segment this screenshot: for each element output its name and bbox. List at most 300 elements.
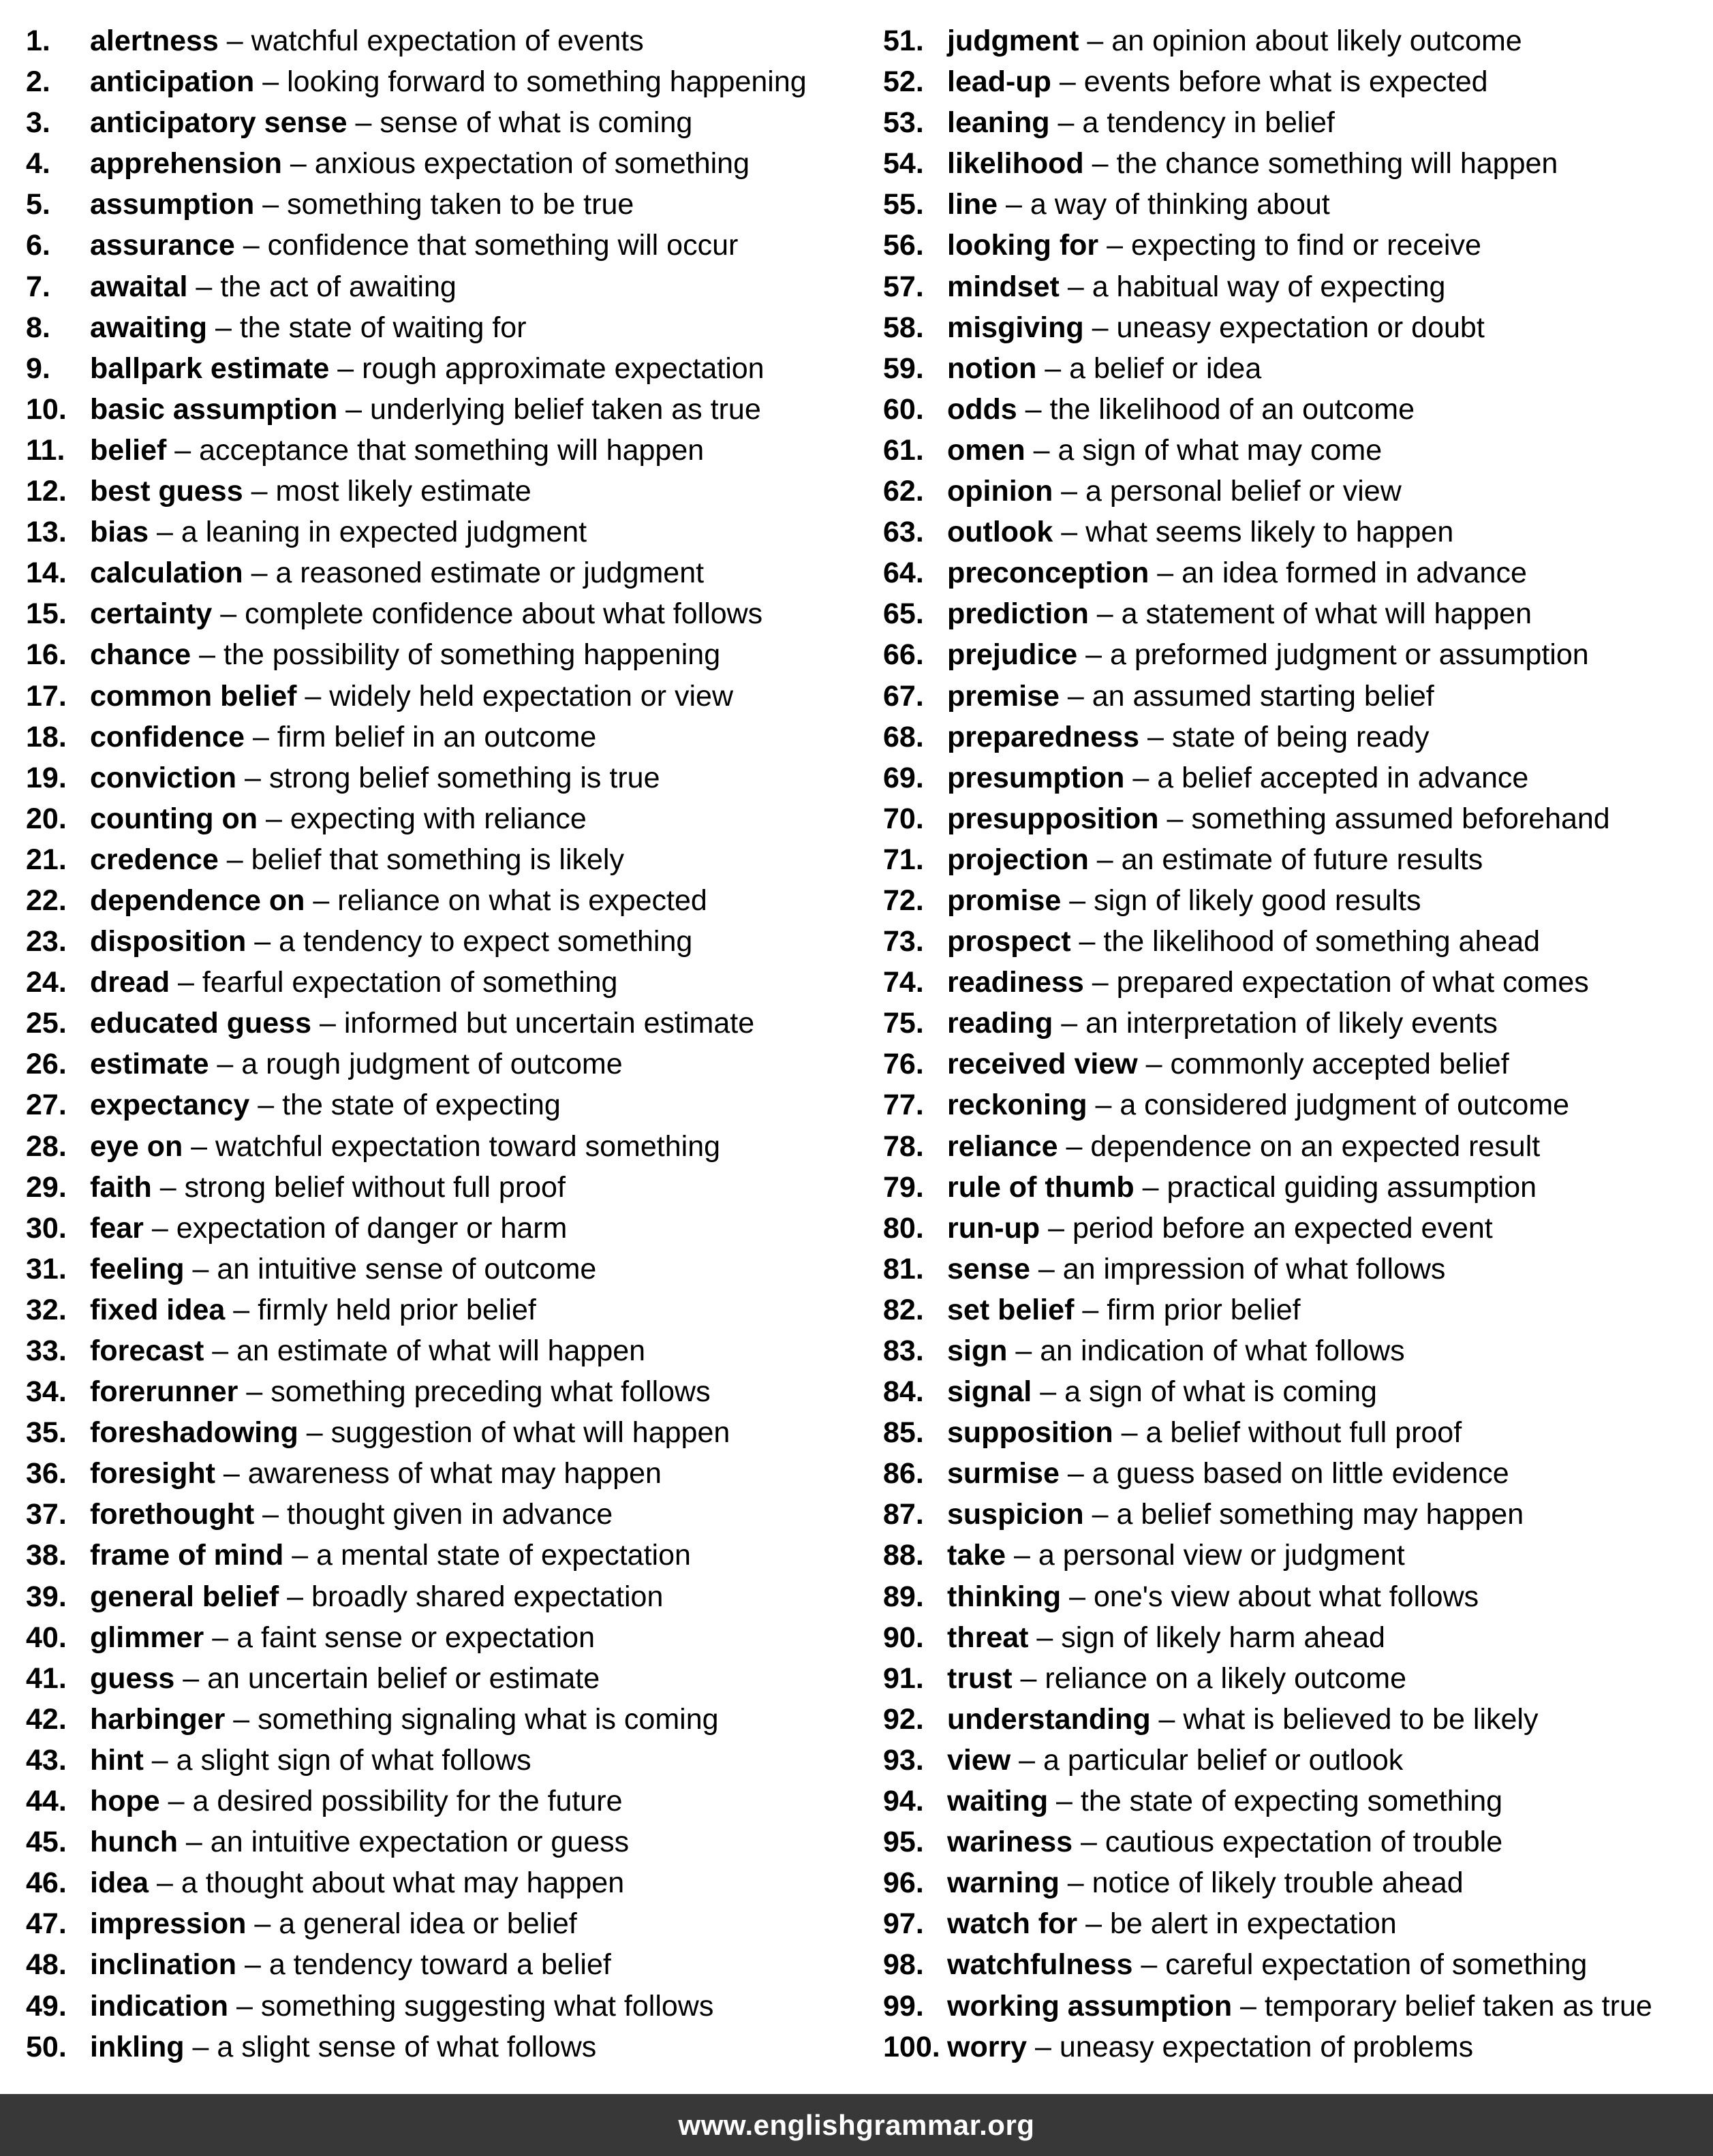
item-separator: – — [1088, 597, 1122, 631]
item-definition: an impression of what follows — [1062, 1252, 1446, 1285]
item-term: outlook — [947, 516, 1053, 549]
item-number: 63. — [883, 516, 924, 549]
item-number: 53. — [883, 106, 924, 140]
item-separator: – — [337, 392, 371, 426]
item-number: 79. — [883, 1170, 924, 1204]
item-definition: an estimate of future results — [1121, 843, 1483, 876]
item-term: conviction — [90, 761, 237, 794]
item-definition: a tendency in belief — [1082, 106, 1335, 140]
item-separator: – — [347, 106, 380, 140]
item-term: educated guess — [90, 1007, 311, 1040]
item-term: hope — [90, 1785, 160, 1818]
item-number: 75. — [883, 1007, 924, 1040]
list-item — [26, 962, 878, 1003]
list-item — [26, 1290, 878, 1330]
item-term: threat — [947, 1621, 1029, 1654]
list-item — [883, 1044, 1708, 1084]
item-number: 2. — [26, 65, 50, 99]
item-separator: – — [204, 1621, 237, 1654]
item-definition: confidence that something will occur — [267, 229, 739, 262]
item-separator: – — [305, 884, 338, 917]
item-separator: – — [191, 638, 224, 672]
item-number: 45. — [26, 1826, 67, 1859]
item-number: 17. — [26, 679, 67, 713]
item-separator: – — [215, 1457, 248, 1490]
item-term: omen — [947, 433, 1025, 467]
item-term: surmise — [947, 1457, 1060, 1490]
list-item — [883, 512, 1708, 552]
item-separator: – — [249, 1089, 283, 1122]
item-definition: complete confidence about what follows — [245, 597, 763, 631]
item-definition: something preceding what follows — [271, 1375, 711, 1409]
list-item — [26, 717, 878, 757]
list-item — [883, 676, 1708, 717]
item-separator: – — [1098, 229, 1131, 262]
item-definition: a belief accepted in advance — [1157, 761, 1529, 794]
item-term: presupposition — [947, 802, 1159, 835]
item-separator: – — [1150, 1702, 1184, 1736]
item-separator: – — [1132, 1948, 1166, 1982]
item-separator: – — [143, 1743, 176, 1777]
list-item — [26, 1658, 878, 1699]
item-number: 81. — [883, 1252, 924, 1285]
list-item — [26, 143, 878, 184]
list-item — [26, 512, 878, 552]
item-definition: a belief without full proof — [1145, 1416, 1462, 1450]
list-item — [883, 348, 1708, 389]
item-term: calculation — [90, 557, 243, 590]
item-definition: cautious expectation of trouble — [1105, 1826, 1503, 1859]
list-item — [883, 593, 1708, 634]
item-term: alertness — [90, 25, 219, 57]
list-item — [26, 1986, 878, 2027]
item-term: misgiving — [947, 311, 1084, 344]
footer-bar — [0, 2094, 1713, 2156]
list-item — [883, 552, 1708, 593]
list-item — [26, 1781, 878, 1822]
item-definition: watchful expectation of events — [251, 25, 644, 57]
item-definition: commonly accepted belief — [1170, 1048, 1509, 1081]
item-definition: watchful expectation toward something — [215, 1129, 721, 1163]
item-separator: – — [1083, 147, 1117, 181]
item-term: apprehension — [90, 147, 282, 181]
item-definition: practical guiding assumption — [1167, 1170, 1537, 1204]
list-item — [883, 225, 1708, 266]
item-number: 48. — [26, 1948, 67, 1982]
item-number: 72. — [883, 884, 924, 917]
item-separator: – — [1124, 761, 1158, 794]
item-term: signal — [947, 1375, 1032, 1409]
item-definition: something assumed beforehand — [1191, 802, 1610, 835]
item-term: preparedness — [947, 720, 1140, 753]
item-term: idea — [90, 1866, 149, 1900]
item-term: warning — [947, 1866, 1060, 1900]
item-term: inclination — [90, 1948, 236, 1982]
item-number: 4. — [26, 147, 50, 181]
item-term: prediction — [947, 597, 1089, 631]
item-definition: the act of awaiting — [220, 270, 457, 303]
item-term: reading — [947, 1007, 1053, 1040]
item-number: 84. — [883, 1375, 924, 1409]
item-definition: something suggesting what follows — [260, 1989, 714, 2022]
list-item — [26, 1862, 878, 1903]
item-separator: – — [1072, 1826, 1105, 1859]
item-term: received view — [947, 1048, 1138, 1081]
item-number: 15. — [26, 597, 67, 631]
item-number: 41. — [26, 1661, 67, 1695]
item-number: 21. — [26, 843, 67, 876]
item-definition: uneasy expectation or doubt — [1116, 311, 1485, 344]
item-term: expectancy — [90, 1089, 250, 1122]
list-item — [26, 1822, 878, 1862]
list-item — [26, 634, 878, 675]
item-term: take — [947, 1539, 1006, 1572]
item-number: 22. — [26, 884, 67, 917]
item-definition: most likely estimate — [275, 475, 531, 508]
item-definition: fearful expectation of something — [202, 966, 618, 999]
item-definition: underlying belief taken as true — [370, 392, 761, 426]
item-term: thinking — [947, 1580, 1062, 1613]
item-definition: an assumed starting belief — [1092, 679, 1434, 713]
item-separator: – — [1061, 884, 1094, 917]
item-term: worry — [947, 2030, 1028, 2063]
item-definition: widely held expectation or view — [329, 679, 734, 713]
list-item — [883, 143, 1708, 184]
item-number: 19. — [26, 761, 67, 794]
item-term: bias — [90, 516, 149, 549]
item-definition: reliance on what is expected — [337, 884, 707, 917]
item-separator: – — [1083, 311, 1117, 344]
item-number: 43. — [26, 1743, 67, 1777]
item-number: 25. — [26, 1007, 67, 1040]
item-separator: – — [1010, 1743, 1044, 1777]
item-separator: – — [1158, 802, 1192, 835]
item-separator: – — [1006, 1539, 1038, 1572]
item-separator: – — [1137, 1048, 1171, 1081]
item-number: 50. — [26, 2030, 67, 2063]
item-term: projection — [947, 843, 1089, 876]
item-number: 55. — [883, 188, 924, 221]
item-term: waiting — [947, 1785, 1049, 1818]
list-item — [883, 1208, 1708, 1249]
item-term: anticipatory sense — [90, 106, 348, 140]
list-item — [883, 1453, 1708, 1494]
item-number: 30. — [26, 1211, 67, 1245]
item-number: 85. — [883, 1416, 924, 1450]
item-definition: a thought about what may happen — [181, 1866, 625, 1900]
item-separator: – — [254, 65, 288, 99]
item-term: preconception — [947, 557, 1149, 590]
item-separator: – — [258, 802, 290, 835]
item-term: dependence on — [90, 884, 305, 917]
item-term: credence — [90, 843, 219, 876]
list-item — [883, 1412, 1708, 1453]
item-term: working assumption — [947, 1989, 1233, 2022]
item-definition: dependence on an expected result — [1090, 1129, 1541, 1163]
item-term: trust — [947, 1661, 1013, 1695]
item-definition: an indication of what follows — [1040, 1334, 1405, 1367]
item-definition: the chance something will happen — [1116, 147, 1558, 181]
item-separator: – — [1017, 392, 1050, 426]
item-definition: rough approximate expectation — [362, 351, 765, 385]
list-item — [883, 102, 1708, 143]
item-number: 49. — [26, 1989, 67, 2022]
item-definition: a personal belief or view — [1085, 475, 1402, 508]
list-item — [883, 20, 1708, 61]
item-definition: strong belief without full proof — [184, 1170, 566, 1204]
item-number: 86. — [883, 1457, 924, 1490]
item-separator: – — [234, 229, 268, 262]
item-separator: – — [1232, 1989, 1265, 2022]
item-term: watch for — [947, 1907, 1078, 1941]
item-number: 57. — [883, 270, 924, 303]
item-definition: awareness of what may happen — [247, 1457, 662, 1490]
item-definition: a desired possibility for the future — [192, 1785, 623, 1818]
item-term: impression — [90, 1907, 247, 1941]
item-separator: – — [1079, 25, 1112, 57]
item-term: hint — [90, 1743, 144, 1777]
item-separator: – — [254, 188, 288, 221]
item-separator: – — [1012, 1661, 1045, 1695]
item-term: reckoning — [947, 1089, 1087, 1122]
item-separator: – — [1048, 1785, 1081, 1818]
list-item — [26, 921, 878, 962]
list-item — [26, 593, 878, 634]
list-item — [883, 1167, 1708, 1208]
item-term: sign — [947, 1334, 1008, 1367]
list-item — [26, 1699, 878, 1740]
item-separator: – — [174, 1661, 208, 1695]
item-definition: a reasoned estimate or judgment — [275, 557, 705, 590]
list-item — [883, 1658, 1708, 1699]
item-term: foreshadowing — [90, 1416, 298, 1450]
item-separator: – — [279, 1580, 312, 1613]
item-separator: – — [281, 147, 315, 181]
item-definition: something signaling what is coming — [258, 1702, 719, 1736]
item-number: 96. — [883, 1866, 924, 1900]
list-item — [883, 307, 1708, 348]
item-number: 14. — [26, 557, 67, 590]
footer-website: www.englishgrammar.org — [678, 2108, 1035, 2141]
item-separator: – — [149, 516, 181, 549]
item-term: feeling — [90, 1252, 185, 1285]
item-separator: – — [1113, 1416, 1146, 1450]
item-separator: – — [225, 1702, 258, 1736]
item-separator: – — [1025, 433, 1058, 467]
item-definition: acceptance that something will happen — [199, 433, 705, 467]
item-definition: notice of likely trouble ahead — [1092, 1866, 1464, 1900]
item-separator: – — [1061, 1580, 1094, 1613]
item-separator: – — [1088, 843, 1122, 876]
item-separator: – — [1059, 1457, 1092, 1490]
item-number: 40. — [26, 1621, 67, 1654]
item-number: 58. — [883, 311, 924, 344]
item-definition: expectation of danger or harm — [176, 1211, 568, 1245]
item-separator: – — [218, 843, 251, 876]
item-term: assurance — [90, 229, 235, 262]
item-number: 33. — [26, 1334, 67, 1367]
item-number: 89. — [883, 1580, 924, 1613]
list-item — [883, 389, 1708, 430]
item-term: likelihood — [947, 147, 1084, 181]
list-item — [883, 1126, 1708, 1167]
list-item — [883, 1371, 1708, 1412]
list-item — [26, 430, 878, 471]
item-definition: sign of likely good results — [1094, 884, 1421, 917]
left-column — [26, 20, 878, 2067]
item-definition: the state of expecting — [282, 1089, 561, 1122]
item-term: opinion — [947, 475, 1053, 508]
item-separator: – — [1053, 516, 1086, 549]
item-separator: – — [1058, 1129, 1091, 1163]
item-separator: – — [236, 1948, 269, 1982]
item-separator: – — [254, 1498, 288, 1531]
item-number: 92. — [883, 1702, 924, 1736]
list-item — [26, 1167, 878, 1208]
list-item — [26, 839, 878, 880]
item-separator: – — [1074, 1293, 1107, 1326]
item-definition: a general idea or belief — [279, 1907, 577, 1941]
item-separator: – — [1139, 720, 1172, 753]
item-number: 5. — [26, 188, 50, 221]
item-number: 42. — [26, 1702, 67, 1736]
item-separator: – — [1083, 1498, 1117, 1531]
item-number: 99. — [883, 1989, 924, 2022]
item-term: understanding — [947, 1702, 1151, 1736]
item-number: 95. — [883, 1826, 924, 1859]
list-item — [883, 962, 1708, 1003]
item-definition: expecting with reliance — [290, 802, 587, 835]
item-number: 8. — [26, 311, 50, 344]
item-separator: – — [1149, 557, 1182, 590]
item-definition: an interpretation of likely events — [1085, 1007, 1498, 1040]
item-definition: the state of expecting something — [1080, 1785, 1503, 1818]
right-column — [883, 20, 1708, 2067]
item-definition: state of being ready — [1171, 720, 1430, 753]
item-separator: – — [204, 1334, 237, 1367]
item-term: forerunner — [90, 1375, 238, 1409]
item-definition: anxious expectation of something — [314, 147, 750, 181]
item-term: awaital — [90, 270, 188, 303]
item-number: 38. — [26, 1539, 67, 1572]
item-separator: – — [1049, 106, 1083, 140]
item-definition: belief that something is likely — [251, 843, 624, 876]
list-item — [883, 757, 1708, 798]
item-term: fixed idea — [90, 1293, 226, 1326]
item-definition: sense of what is coming — [380, 106, 693, 140]
list-item — [26, 1494, 878, 1535]
list-item — [26, 1208, 878, 1249]
list-item — [26, 1453, 878, 1494]
item-separator: – — [187, 270, 221, 303]
item-term: guess — [90, 1661, 175, 1695]
item-separator: – — [1040, 1211, 1072, 1245]
item-number: 52. — [883, 65, 924, 99]
item-definition: an uncertain belief or estimate — [207, 1661, 600, 1695]
item-separator: – — [1036, 351, 1070, 385]
item-definition: a mental state of expectation — [316, 1539, 691, 1572]
item-separator: – — [1134, 1170, 1167, 1204]
item-term: run-up — [947, 1211, 1040, 1245]
list-item — [26, 1084, 878, 1125]
item-term: best guess — [90, 475, 243, 508]
item-term: ballpark estimate — [90, 351, 330, 385]
item-definition: a statement of what will happen — [1121, 597, 1532, 631]
item-separator: – — [228, 1989, 261, 2022]
item-term: awaiting — [90, 311, 208, 344]
item-definition: a sign of what is coming — [1064, 1375, 1377, 1409]
item-definition: a personal view or judgment — [1038, 1539, 1405, 1572]
list-item — [26, 348, 878, 389]
list-item — [26, 757, 878, 798]
item-number: 23. — [26, 925, 67, 958]
list-item — [883, 717, 1708, 757]
item-number: 9. — [26, 351, 50, 385]
list-item — [26, 1617, 878, 1658]
item-number: 61. — [883, 433, 924, 467]
list-item — [26, 552, 878, 593]
list-item — [883, 1986, 1708, 2027]
item-definition: a slight sign of what follows — [176, 1743, 531, 1777]
list-item — [883, 2027, 1708, 2067]
item-number: 37. — [26, 1498, 67, 1531]
item-definition: the likelihood of something ahead — [1103, 925, 1541, 958]
item-number: 54. — [883, 147, 924, 181]
item-definition: temporary belief taken as true — [1264, 1989, 1652, 2022]
item-number: 76. — [883, 1048, 924, 1081]
item-term: frame of mind — [90, 1539, 284, 1572]
item-number: 12. — [26, 475, 67, 508]
item-definition: a faint sense or expectation — [236, 1621, 595, 1654]
item-number: 32. — [26, 1293, 67, 1326]
item-number: 46. — [26, 1866, 67, 1900]
item-number: 94. — [883, 1785, 924, 1818]
item-number: 6. — [26, 229, 50, 262]
item-number: 73. — [883, 925, 924, 958]
item-term: counting on — [90, 802, 258, 835]
list-item — [26, 1044, 878, 1084]
item-number: 18. — [26, 720, 67, 753]
item-definition: period before an expected event — [1072, 1211, 1493, 1245]
item-definition: informed but uncertain estimate — [343, 1007, 755, 1040]
item-separator: – — [1077, 638, 1110, 672]
item-number: 24. — [26, 966, 67, 999]
list-item — [883, 1290, 1708, 1330]
item-separator: – — [283, 1539, 317, 1572]
item-separator: – — [1087, 1089, 1120, 1122]
item-definition: looking forward to something happening — [287, 65, 807, 99]
item-term: anticipation — [90, 65, 255, 99]
item-term: judgment — [947, 25, 1079, 57]
item-number: 7. — [26, 270, 50, 303]
list-item — [883, 61, 1708, 102]
item-number: 60. — [883, 392, 924, 426]
list-item — [26, 1535, 878, 1576]
item-term: general belief — [90, 1580, 279, 1613]
item-separator: – — [209, 1048, 242, 1081]
item-definition: a tendency toward a belief — [268, 1948, 611, 1982]
list-item — [883, 1862, 1708, 1903]
item-number: 44. — [26, 1785, 67, 1818]
item-number: 67. — [883, 679, 924, 713]
item-separator: – — [183, 1129, 216, 1163]
item-definition: the possibility of something happening — [223, 638, 721, 672]
list-item — [26, 1576, 878, 1617]
item-separator: – — [212, 597, 245, 631]
item-definition: firmly held prior belief — [258, 1293, 536, 1326]
item-separator: – — [218, 25, 251, 57]
item-definition: thought given in advance — [287, 1498, 613, 1531]
